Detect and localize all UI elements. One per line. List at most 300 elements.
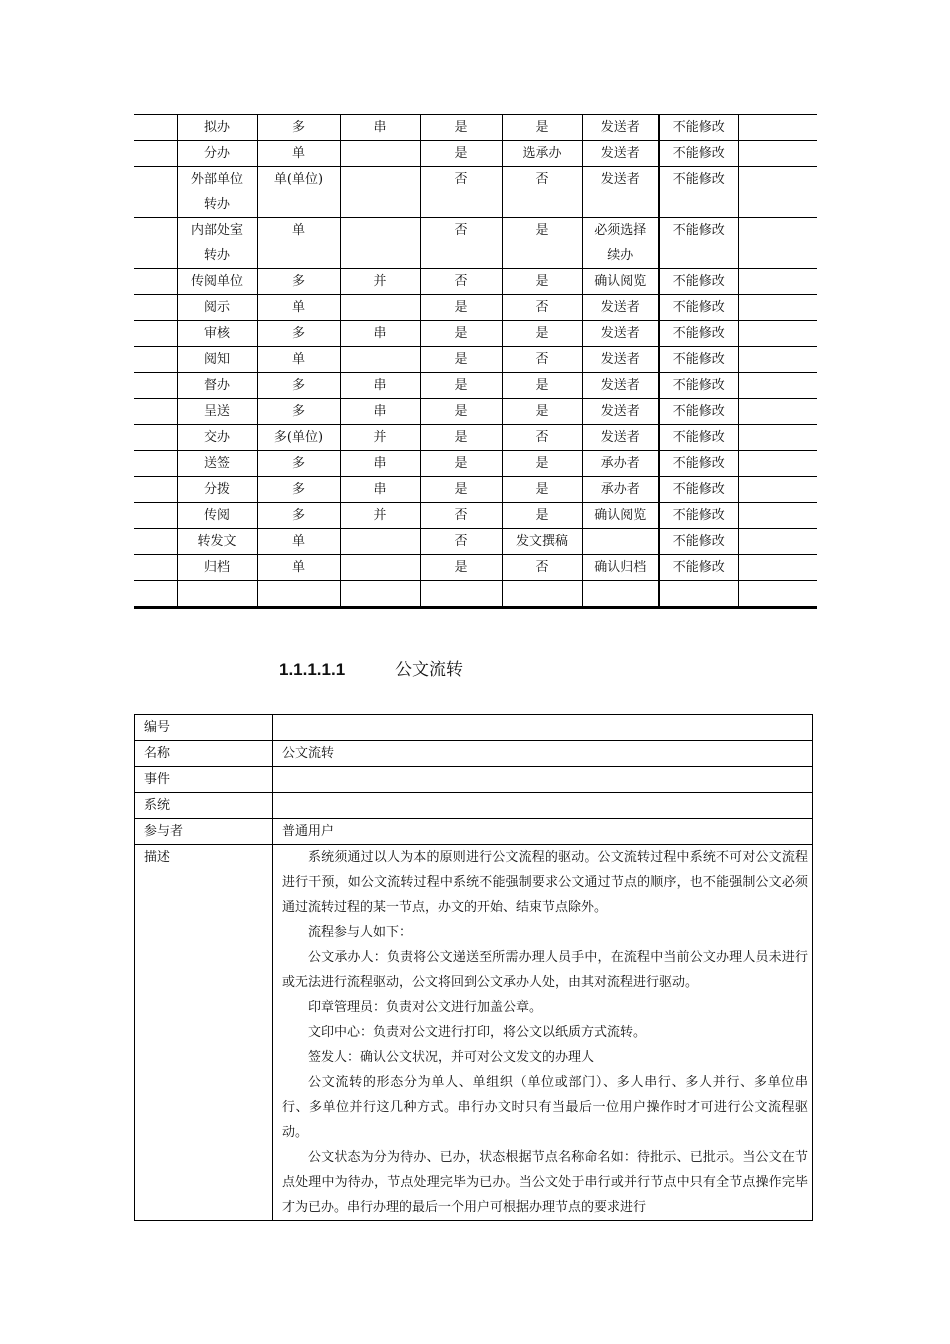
node-count-cell xyxy=(257,269,340,295)
cell-text: 不能修改 xyxy=(672,120,725,135)
node-actor-cell xyxy=(582,503,659,529)
cell-text: 内部处室 xyxy=(190,223,243,238)
node-flag-a-cell xyxy=(420,218,502,269)
node-flag-b-cell xyxy=(502,269,582,295)
cell-text: 是 xyxy=(454,456,468,471)
cell-text: 是 xyxy=(535,508,549,523)
cell-text: 多 xyxy=(291,482,305,497)
node-actor-cell xyxy=(582,167,659,218)
description-paragraph: 文印中心：负责对公文进行打印，将公文以纸质方式流转。 xyxy=(308,1025,647,1040)
node-flag-b-cell xyxy=(502,581,582,608)
node-flag-b-cell xyxy=(502,399,582,425)
node-edit-cell xyxy=(659,373,738,399)
cell-text: 拟办 xyxy=(203,120,230,135)
node-extra-cell xyxy=(738,373,817,399)
node-name-cell xyxy=(177,451,257,477)
node-extra-cell xyxy=(738,218,817,269)
node-actor-cell xyxy=(582,141,659,167)
node-flag-a-cell xyxy=(420,141,502,167)
node-flag-a-cell xyxy=(420,451,502,477)
node-edit-cell xyxy=(659,555,738,581)
node-name-cell xyxy=(177,141,257,167)
cell-text: 串 xyxy=(373,456,387,471)
cell-text: 不能修改 xyxy=(672,326,725,341)
cell-text: 串 xyxy=(373,378,387,393)
cell-text: 单 xyxy=(291,223,305,238)
cell-text: 单 xyxy=(291,534,305,549)
cell-text: 否 xyxy=(535,430,549,445)
node-blank-cell xyxy=(134,503,177,529)
node-actor-cell xyxy=(582,529,659,555)
node-edit-cell xyxy=(659,269,738,295)
cell-text: 转发文 xyxy=(197,534,237,549)
usecase-row-id xyxy=(135,715,813,741)
table-row xyxy=(134,347,817,373)
node-table-body xyxy=(134,115,817,608)
node-name-cell xyxy=(177,295,257,321)
cell-text: 是 xyxy=(535,223,549,238)
node-mode-cell xyxy=(340,399,420,425)
cell-text: 阅知 xyxy=(203,352,230,367)
cell-text: 发送者 xyxy=(600,326,640,341)
cell-text: 必须选择 xyxy=(594,223,647,238)
node-mode-cell xyxy=(340,141,420,167)
node-name-cell xyxy=(177,269,257,295)
cell-text: 不能修改 xyxy=(672,404,725,419)
node-mode-cell xyxy=(340,373,420,399)
cell-text: 多 xyxy=(291,456,305,471)
node-extra-cell xyxy=(738,399,817,425)
table-row xyxy=(134,581,817,608)
node-name-cell xyxy=(177,167,257,218)
cell-text: 是 xyxy=(454,120,468,135)
node-edit-cell xyxy=(659,347,738,373)
node-actor-cell xyxy=(582,451,659,477)
node-edit-cell xyxy=(659,115,738,141)
usecase-value xyxy=(273,715,813,741)
cell-text: 是 xyxy=(535,378,549,393)
node-edit-cell xyxy=(659,399,738,425)
cell-text: 并 xyxy=(373,430,387,445)
cell-text: 多 xyxy=(291,120,305,135)
node-flag-b-cell xyxy=(502,347,582,373)
usecase-row-actor xyxy=(135,819,813,845)
cell-text: 并 xyxy=(373,508,387,523)
node-actor-cell xyxy=(582,269,659,295)
cell-text: 否 xyxy=(535,172,549,187)
cell-text: 发送者 xyxy=(600,300,640,315)
node-actor-cell xyxy=(582,425,659,451)
cell-text: 分办 xyxy=(203,146,230,161)
table-row xyxy=(134,477,817,503)
cell-text: 是 xyxy=(454,404,468,419)
description-paragraph: 公文流转的形态分为单人、单组织（单位或部门）、多人串行、多人并行、多单位串行、多单位并行这几种方式。串行办文时只有当最后一位用户操作时才可进行公文流程驱动。 xyxy=(282,1075,808,1140)
node-flag-a-cell xyxy=(420,295,502,321)
table-row xyxy=(134,399,817,425)
node-name-cell xyxy=(177,503,257,529)
node-count-cell xyxy=(257,347,340,373)
node-edit-cell xyxy=(659,425,738,451)
cell-text: 单 xyxy=(291,300,305,315)
node-edit-cell xyxy=(659,477,738,503)
cell-text: 发送者 xyxy=(600,378,640,393)
node-flag-a-cell xyxy=(420,269,502,295)
cell-text: 否 xyxy=(535,560,549,575)
node-flag-b-cell xyxy=(502,115,582,141)
node-edit-cell xyxy=(659,503,738,529)
usecase-label: 事件 xyxy=(135,767,273,793)
node-flag-b-cell xyxy=(502,373,582,399)
node-blank-cell xyxy=(134,477,177,503)
cell-text: 多 xyxy=(291,378,305,393)
cell-text: 发送者 xyxy=(600,146,640,161)
cell-text: 不能修改 xyxy=(672,560,725,575)
node-edit-cell xyxy=(659,295,738,321)
cell-text: 否 xyxy=(454,534,468,549)
node-mode-cell xyxy=(340,477,420,503)
node-flag-b-cell xyxy=(502,218,582,269)
node-actor-cell xyxy=(582,373,659,399)
cell-text: 单 xyxy=(291,352,305,367)
cell-text: 多 xyxy=(291,326,305,341)
cell-text: 串 xyxy=(373,404,387,419)
cell-text: 否 xyxy=(454,508,468,523)
cell-text: 督办 xyxy=(203,378,230,393)
description-paragraph: 公文承办人：负责将公文递送至所需办理人员手中，在流程中当前公文办理人员未进行或无法进行流程驱动，公文将回到公文承办人处，由其对流程进行驱动。 xyxy=(282,950,808,990)
cell-text: 是 xyxy=(454,482,468,497)
cell-text: 是 xyxy=(535,274,549,289)
cell-text: 确认阅览 xyxy=(594,508,647,523)
cell-text: 不能修改 xyxy=(672,508,725,523)
node-mode-cell xyxy=(340,581,420,608)
node-actor-cell xyxy=(582,477,659,503)
cell-text: 不能修改 xyxy=(672,146,725,161)
node-blank-cell xyxy=(134,218,177,269)
cell-text: 多 xyxy=(291,404,305,419)
description-paragraph: 签发人：确认公文状况，并可对公文发文的办理人 xyxy=(308,1050,595,1065)
node-flag-a-cell xyxy=(420,425,502,451)
cell-text: 是 xyxy=(535,326,549,341)
table-row xyxy=(134,269,817,295)
table-row xyxy=(134,451,817,477)
usecase-row-system xyxy=(135,793,813,819)
node-count-cell xyxy=(257,141,340,167)
cell-text: 续办 xyxy=(607,248,634,263)
cell-text: 单(单位) xyxy=(273,172,324,187)
usecase-row-name xyxy=(135,741,813,767)
cell-text: 是 xyxy=(454,560,468,575)
node-count-cell xyxy=(257,555,340,581)
cell-text: 发文撰稿 xyxy=(515,534,568,549)
node-flag-b-cell xyxy=(502,555,582,581)
table-row xyxy=(134,141,817,167)
cell-text: 交办 xyxy=(203,430,230,445)
cell-text: 转办 xyxy=(203,197,230,212)
node-actor-cell xyxy=(582,115,659,141)
cell-text: 发送者 xyxy=(600,172,640,187)
node-extra-cell xyxy=(738,555,817,581)
cell-text: 确认归档 xyxy=(594,560,647,575)
cell-text: 不能修改 xyxy=(672,534,725,549)
node-attribute-table xyxy=(134,114,817,609)
usecase-row-event xyxy=(135,767,813,793)
usecase-row-description xyxy=(135,845,813,1221)
node-flag-a-cell xyxy=(420,373,502,399)
usecase-value xyxy=(273,793,813,819)
node-extra-cell xyxy=(738,503,817,529)
usecase-description xyxy=(273,845,813,1221)
node-actor-cell xyxy=(582,399,659,425)
node-count-cell xyxy=(257,529,340,555)
cell-text: 单 xyxy=(291,560,305,575)
cell-text: 串 xyxy=(373,120,387,135)
cell-text: 多(单位) xyxy=(273,430,324,445)
node-flag-b-cell xyxy=(502,295,582,321)
table-row xyxy=(134,218,817,269)
node-name-cell xyxy=(177,581,257,608)
cell-text: 不能修改 xyxy=(672,482,725,497)
node-blank-cell xyxy=(134,529,177,555)
table-row xyxy=(134,167,817,218)
node-blank-cell xyxy=(134,321,177,347)
node-count-cell xyxy=(257,295,340,321)
usecase-label: 编号 xyxy=(135,715,273,741)
cell-text: 发送者 xyxy=(600,430,640,445)
usecase-table xyxy=(134,714,813,1221)
cell-text: 不能修改 xyxy=(672,172,725,187)
table-row xyxy=(134,373,817,399)
cell-text: 传阅单位 xyxy=(190,274,243,289)
node-blank-cell xyxy=(134,347,177,373)
node-extra-cell xyxy=(738,529,817,555)
node-blank-cell xyxy=(134,269,177,295)
node-blank-cell xyxy=(134,555,177,581)
node-extra-cell xyxy=(738,581,817,608)
node-flag-a-cell xyxy=(420,167,502,218)
cell-text: 并 xyxy=(373,274,387,289)
node-blank-cell xyxy=(134,115,177,141)
cell-text: 多 xyxy=(291,508,305,523)
node-blank-cell xyxy=(134,399,177,425)
table-row xyxy=(134,529,817,555)
node-flag-a-cell xyxy=(420,529,502,555)
node-count-cell xyxy=(257,373,340,399)
cell-text: 发送者 xyxy=(600,404,640,419)
cell-text: 串 xyxy=(373,482,387,497)
usecase-value: 公文流转 xyxy=(273,741,813,767)
cell-text: 传阅 xyxy=(203,508,230,523)
cell-text: 是 xyxy=(454,300,468,315)
node-mode-cell xyxy=(340,269,420,295)
node-extra-cell xyxy=(738,347,817,373)
cell-text: 阅示 xyxy=(203,300,230,315)
node-name-cell xyxy=(177,321,257,347)
cell-text: 归档 xyxy=(203,560,230,575)
usecase-value xyxy=(273,767,813,793)
cell-text: 是 xyxy=(454,326,468,341)
cell-text: 不能修改 xyxy=(672,430,725,445)
node-blank-cell xyxy=(134,295,177,321)
node-flag-b-cell xyxy=(502,321,582,347)
node-flag-b-cell xyxy=(502,529,582,555)
section-title: 公文流转 xyxy=(395,660,463,680)
node-extra-cell xyxy=(738,451,817,477)
node-actor-cell xyxy=(582,347,659,373)
table-row xyxy=(134,503,817,529)
node-count-cell xyxy=(257,451,340,477)
cell-text: 外部单位 xyxy=(190,172,243,187)
node-count-cell xyxy=(257,425,340,451)
cell-text: 多 xyxy=(291,274,305,289)
node-actor-cell xyxy=(582,581,659,608)
node-count-cell xyxy=(257,321,340,347)
table-row xyxy=(134,295,817,321)
cell-text: 串 xyxy=(373,326,387,341)
node-flag-b-cell xyxy=(502,167,582,218)
usecase-label: 名称 xyxy=(135,741,273,767)
table-row xyxy=(134,555,817,581)
node-blank-cell xyxy=(134,581,177,608)
node-name-cell xyxy=(177,218,257,269)
node-flag-b-cell xyxy=(502,425,582,451)
cell-text: 转办 xyxy=(203,248,230,263)
node-name-cell xyxy=(177,477,257,503)
node-flag-b-cell xyxy=(502,477,582,503)
node-extra-cell xyxy=(738,269,817,295)
cell-text: 是 xyxy=(535,456,549,471)
node-count-cell xyxy=(257,581,340,608)
node-flag-a-cell xyxy=(420,555,502,581)
node-mode-cell xyxy=(340,115,420,141)
table-row xyxy=(134,321,817,347)
description-paragraph: 印章管理员：负责对公文进行加盖公章。 xyxy=(308,1000,543,1015)
section-number: 1.1.1.1.1 xyxy=(279,660,346,679)
cell-text: 是 xyxy=(454,378,468,393)
cell-text: 分拨 xyxy=(203,482,230,497)
node-name-cell xyxy=(177,425,257,451)
node-actor-cell xyxy=(582,295,659,321)
node-count-cell xyxy=(257,167,340,218)
node-edit-cell xyxy=(659,321,738,347)
node-flag-b-cell xyxy=(502,141,582,167)
node-actor-cell xyxy=(582,218,659,269)
node-edit-cell xyxy=(659,167,738,218)
node-flag-a-cell xyxy=(420,581,502,608)
node-mode-cell xyxy=(340,167,420,218)
node-edit-cell xyxy=(659,581,738,608)
node-mode-cell xyxy=(340,295,420,321)
node-mode-cell xyxy=(340,503,420,529)
cell-text: 呈送 xyxy=(203,404,230,419)
usecase-value: 普通用户 xyxy=(273,819,813,845)
cell-text: 承办者 xyxy=(600,456,640,471)
cell-text: 确认阅览 xyxy=(594,274,647,289)
node-actor-cell xyxy=(582,555,659,581)
node-flag-a-cell xyxy=(420,477,502,503)
node-flag-a-cell xyxy=(420,347,502,373)
node-name-cell xyxy=(177,347,257,373)
node-name-cell xyxy=(177,373,257,399)
node-count-cell xyxy=(257,115,340,141)
cell-text: 是 xyxy=(535,404,549,419)
cell-text: 发送者 xyxy=(600,352,640,367)
node-flag-a-cell xyxy=(420,399,502,425)
node-blank-cell xyxy=(134,141,177,167)
cell-text: 承办者 xyxy=(600,482,640,497)
cell-text: 不能修改 xyxy=(672,223,725,238)
cell-text: 送签 xyxy=(203,456,230,471)
cell-text: 不能修改 xyxy=(672,274,725,289)
node-count-cell xyxy=(257,218,340,269)
node-blank-cell xyxy=(134,451,177,477)
node-name-cell xyxy=(177,529,257,555)
node-actor-cell xyxy=(582,321,659,347)
table-row xyxy=(134,115,817,141)
node-extra-cell xyxy=(738,295,817,321)
cell-text: 单 xyxy=(291,146,305,161)
node-extra-cell xyxy=(738,425,817,451)
node-flag-b-cell xyxy=(502,503,582,529)
cell-text: 否 xyxy=(454,172,468,187)
node-flag-a-cell xyxy=(420,321,502,347)
node-mode-cell xyxy=(340,321,420,347)
node-count-cell xyxy=(257,503,340,529)
node-count-cell xyxy=(257,399,340,425)
node-mode-cell xyxy=(340,218,420,269)
cell-text: 是 xyxy=(454,146,468,161)
cell-text: 是 xyxy=(535,120,549,135)
cell-text: 不能修改 xyxy=(672,378,725,393)
node-count-cell xyxy=(257,477,340,503)
node-blank-cell xyxy=(134,167,177,218)
cell-text: 不能修改 xyxy=(672,456,725,471)
node-edit-cell xyxy=(659,218,738,269)
cell-text: 发送者 xyxy=(600,120,640,135)
description-paragraph: 流程参与人如下： xyxy=(308,925,413,940)
node-extra-cell xyxy=(738,167,817,218)
node-edit-cell xyxy=(659,451,738,477)
cell-text: 是 xyxy=(454,352,468,367)
node-mode-cell xyxy=(340,425,420,451)
node-extra-cell xyxy=(738,115,817,141)
node-flag-b-cell xyxy=(502,451,582,477)
usecase-label: 参与者 xyxy=(135,819,273,845)
node-mode-cell xyxy=(340,555,420,581)
node-mode-cell xyxy=(340,347,420,373)
node-flag-a-cell xyxy=(420,115,502,141)
node-name-cell xyxy=(177,555,257,581)
cell-text: 不能修改 xyxy=(672,300,725,315)
cell-text: 是 xyxy=(454,430,468,445)
description-paragraph: 公文状态为分为待办、已办，状态根据节点名称命名如：待批示、已批示。当公文在节点处理中为待办，节点处理完毕为已办。当公文处于串行或并行节点中只有全节点操作完毕才为已办。串行办理的最后一个用户可根据办理节点的要求进行 xyxy=(282,1150,808,1215)
cell-text: 否 xyxy=(535,352,549,367)
cell-text: 否 xyxy=(535,300,549,315)
section-heading xyxy=(279,658,463,682)
node-edit-cell xyxy=(659,141,738,167)
cell-text: 否 xyxy=(454,274,468,289)
node-extra-cell xyxy=(738,321,817,347)
cell-text: 审核 xyxy=(203,326,230,341)
node-name-cell xyxy=(177,115,257,141)
usecase-label: 描述 xyxy=(135,845,273,1221)
node-blank-cell xyxy=(134,373,177,399)
node-name-cell xyxy=(177,399,257,425)
cell-text: 选承办 xyxy=(522,146,562,161)
usecase-label: 系统 xyxy=(135,793,273,819)
node-blank-cell xyxy=(134,425,177,451)
node-extra-cell xyxy=(738,477,817,503)
node-mode-cell xyxy=(340,451,420,477)
